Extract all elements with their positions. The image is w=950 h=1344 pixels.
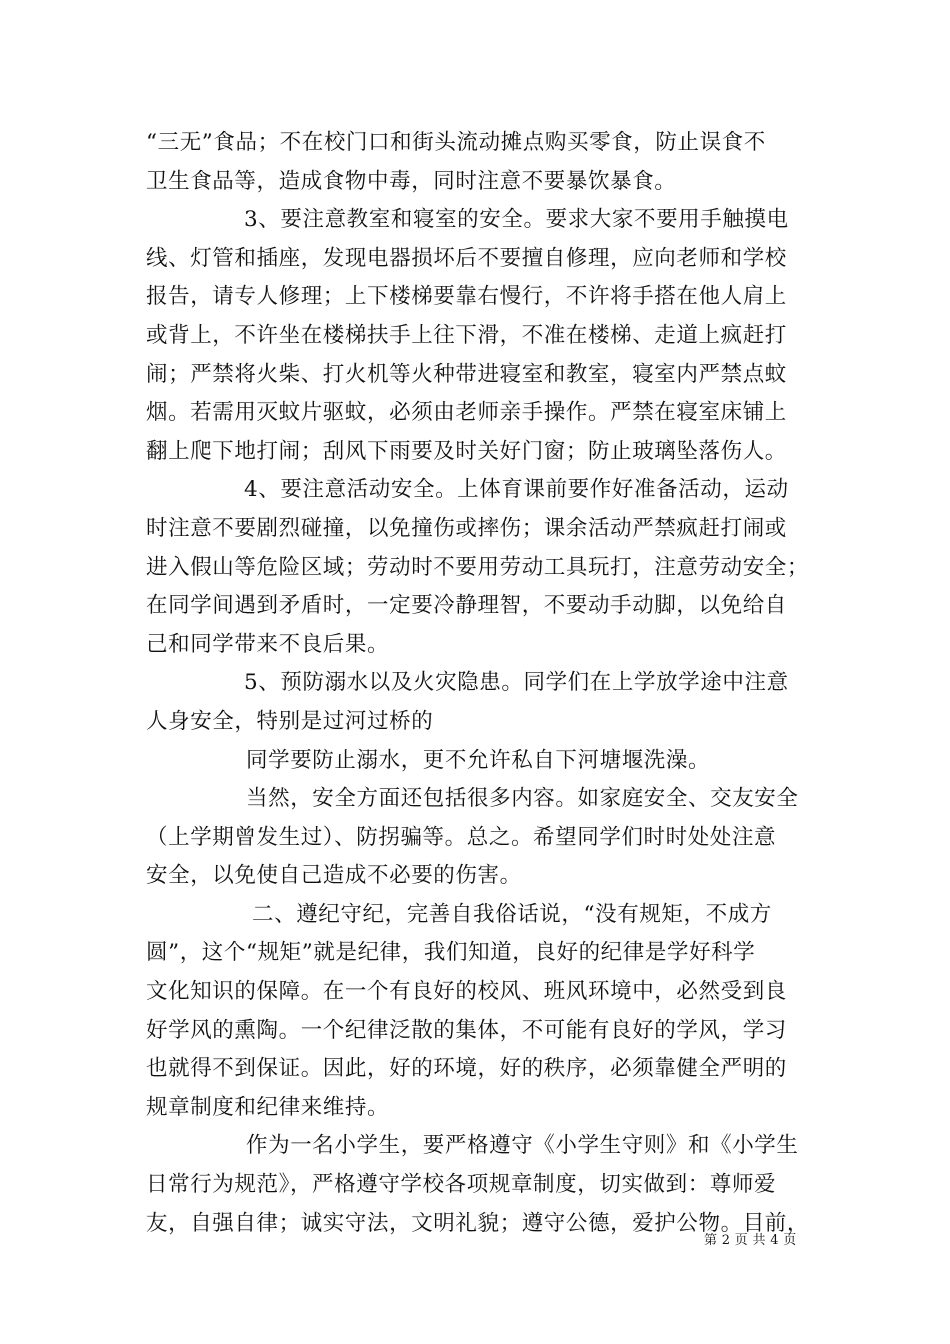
text-line: 己和同学带来不良后果。 xyxy=(146,631,390,657)
section-heading-line: 二、遵纪守纪，完善自我俗话说，“没有规矩，不成方 xyxy=(252,901,772,927)
text-line: 好学风的熏陶。一个纪律泛散的集体，不可能有良好的学风，学习 xyxy=(146,1017,787,1043)
text-line: 闹；严禁将火柴、打火机等火种带进寝室和教室，寝室内严禁点蚊 xyxy=(146,361,787,387)
text-line: 也就得不到保证。因此，好的环境，好的秩序，必须靠健全严明的 xyxy=(146,1056,787,1082)
text-line: 线、灯管和插座，发现电器损坏后不要擅自修理，应向老师和学校 xyxy=(146,245,787,271)
text-line: （上学期曾发生过）、防拐骗等。总之。希望同学们时时处处注意 xyxy=(146,824,777,850)
text-line: 圆”，这个“规矩”就是纪律，我们知道，良好的纪律是学好科学 xyxy=(146,940,756,966)
paragraph-start: 4、要注意活动安全。上体育课前要作好准备活动，运动 xyxy=(244,477,789,503)
paragraph-start: 3、要注意教室和寝室的安全。要求大家不要用手触摸电 xyxy=(244,207,789,233)
text-line: 在同学间遇到矛盾时，一定要冷静理智，不要动手动脚，以免给自 xyxy=(146,593,787,619)
text-line: 或背上，不许坐在楼梯扶手上往下滑，不准在楼梯、走道上疯赶打 xyxy=(146,322,787,348)
paragraph-start: 作为一名小学生，要严格遵守《小学生守则》和《小学生 xyxy=(246,1133,799,1159)
paragraph-start: 5、预防溺水以及火灾隐患。同学们在上学放学途中注意 xyxy=(244,670,789,696)
page-number: 第 2 页 共 4 页 xyxy=(704,1233,797,1248)
text-line: 文化知识的保障。在一个有良好的校风、班风环境中，必然受到良 xyxy=(146,979,787,1005)
text-line: 报告，请专人修理；上下楼梯要靠右慢行，不许将手搭在他人肩上 xyxy=(146,284,787,310)
text-line: 人身安全，特别是过河过桥的 xyxy=(146,708,434,734)
paragraph-start: 同学要防止溺水，更不允许私自下河塘堰洗澡。 xyxy=(246,747,711,773)
text-line: 卫生食品等，造成食物中毒，同时注意不要暴饮暴食。 xyxy=(146,168,677,194)
text-line: 烟。若需用灭蚊片驱蚊，必须由老师亲手操作。严禁在寝室床铺上 xyxy=(146,400,787,426)
text-line: 安全，以免使自己造成不必要的伤害。 xyxy=(146,863,522,889)
text-line: “三无”食品；不在校门口和街头流动摊点购买零食，防止误食不 xyxy=(146,130,766,155)
text-line: 规章制度和纪律来维持。 xyxy=(146,1094,390,1120)
text-line: 翻上爬下地打闹；刮风下雨要及时关好门窗；防止玻璃坠落伤人。 xyxy=(146,438,787,464)
text-line: 时注意不要剧烈碰撞，以免撞伤或摔伤；课余活动严禁疯赶打闹或 xyxy=(146,515,787,541)
text-line: 进入假山等危险区域；劳动时不要用劳动工具玩打，注意劳动安全； xyxy=(146,554,810,580)
text-line: 友，自强自律；诚实守法，文明礼貌；遵守公德，爱护公物。目前， xyxy=(146,1210,810,1236)
document-body xyxy=(146,124,810,1243)
text-line: 日常行为规范》，严格遵守学校各项规章制度，切实做到：尊师爱 xyxy=(146,1172,777,1198)
paragraph-start: 当然，安全方面还包括很多内容。如家庭安全、交友安全 xyxy=(246,786,799,812)
